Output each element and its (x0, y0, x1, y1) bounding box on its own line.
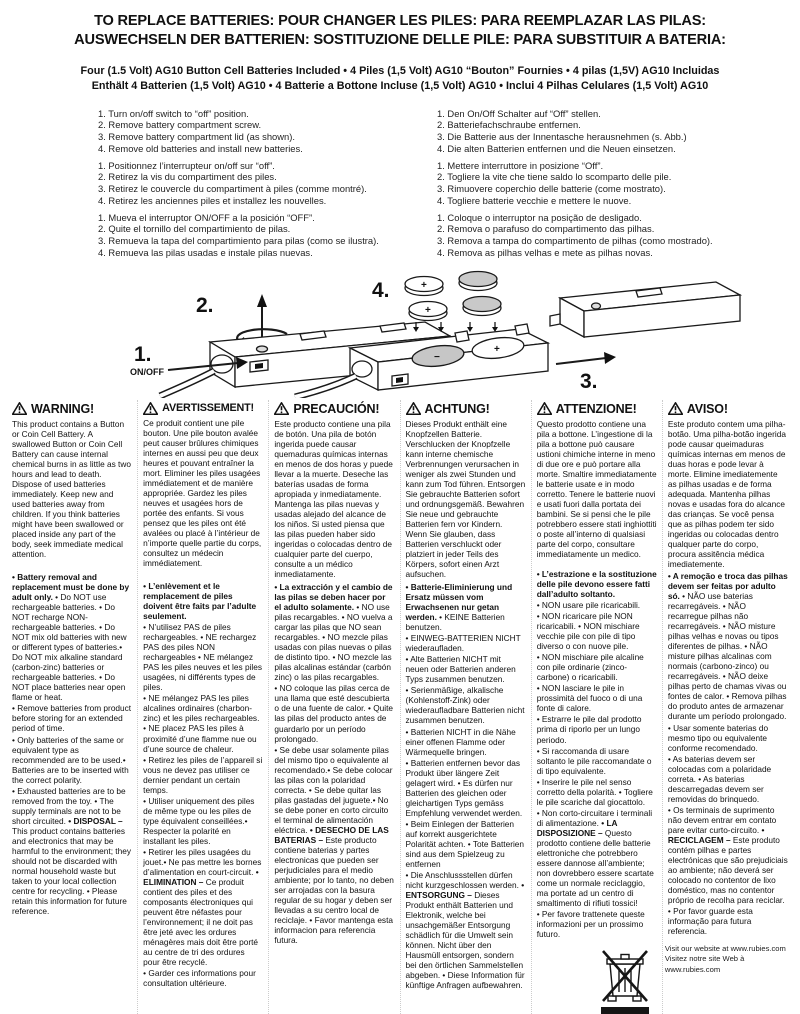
warning-paragraph: • Retirer les piles usagées du jouet.• Ne pas mettre les bornes d’alimentation en court-circuit. • ELIMINATION – Ce produit contient des piles et des composants électroniques qui peuvent être néfastes pour l’environnement; il ne doit pas être jeté avec les ordures ménagères mais doit être porté au centre de tri des ordures pour être recyclé. (143, 846, 262, 968)
warning-title: WARNING! (31, 401, 94, 416)
battery-replacement-diagram (0, 264, 800, 398)
warning-triangle-icon (668, 402, 683, 415)
well-minus-sign: − (434, 351, 440, 363)
diagram-step4-label: 4. (372, 278, 390, 302)
instruction-step: 2. Quite el tornillo del compartimiento de pilas. (98, 223, 291, 235)
warning-column-french (138, 400, 269, 1014)
warning-paragraph: • Os terminais de suprimento não devem entrar em contato pare evitar curto-circuito. • RECICLAGEM – Este produto contém pilhas e partes electrónicas que são prejudiciais ao ambiente; não deverá ser colocado no contentor de lixo doméstico, mas no contentor próprio de recolha para reciclar. (667, 804, 788, 906)
instruction-step: 2. Togliere la vite che tiene saldo lo scomparto delle pile. (437, 171, 672, 183)
warning-paragraph: • Die Anschlussstellen dürfen nicht kurzgeschlossen werden. • ENTSORGUNG – Dieses Produkt enthält Batterien und Elektronik, welche bei unsachgemäßer Entsorgung schädlich für die Umwelt sein können. Nicht über den Hausmüll entsorgen, sondern bei den örtlichen Sammelstellen abgeben. • Diese Information für künftige Anfragen aufbewahren. (405, 869, 525, 991)
warning-paragraph: • Exhausted batteries are to be removed from the toy. • The supply terminals are not to be short circuited. • DISPOSAL – This product contains batteries and electronics that may be harmful to the environment; they should not be discarded with normal household waste but taken to your local collection centre for recycling. • Please retain this information for future reference. (12, 785, 131, 917)
warning-triangle-icon (274, 402, 289, 415)
diagram-onoff-label: ON/OFF (130, 366, 164, 377)
instruction-step: 4. Togliere batterie vecchie e mettere le nuove. (437, 194, 632, 206)
up-arrow-icon (257, 294, 267, 307)
warning-paragraph: • Usar somente baterias do mesmo tipo ou equivalente conforme recomendado. (667, 722, 769, 753)
warning-header-portuguese (668, 402, 788, 416)
instructions-french (98, 160, 437, 207)
warning-triangle-icon (143, 402, 158, 415)
warning-header-german (406, 402, 526, 416)
instructions-left-column (98, 108, 437, 264)
instructions-portuguese (437, 212, 800, 259)
warning-paragraph: • Batterie-Eliminierung und Ersatz müssen vom Erwachsenen nur getan werden. • KEINE Batterien benutzen. (405, 582, 513, 633)
warning-paragraph: • Estrarre le pile dal prodotto prima di riporlo per un lungo periodo. (536, 714, 642, 745)
warning-triangle-icon (12, 402, 27, 415)
warning-paragraph: • Battery removal and replacement must be done by adult only. • Do NOT use rechargeable batteries. • Do NOT recharge NON-rechargeable batteries. • Do NOT mix old batteries with new or different types of batteries.• Do NOT mix alkaline standard (carbon-zinc) batteries or rechargeable batteries. • Do NOT place batteries near open flame or heat. (12, 572, 130, 703)
warning-header-french (143, 402, 263, 415)
warning-paragraph: • NON ricaricare pile NON ricaricabili. • NON mischiare vecchie pile con pile di tipo diverso o con nuove pile. (536, 611, 640, 652)
warnings-section (0, 400, 800, 1014)
instructions-spanish (98, 212, 437, 259)
warning-paragraph: Dieses Produkt enthält eine Knopfzellen Batterie. Verschlucken der Knopfzelle kann interne chemische Verbrennungen verursachen in weniger als zwei Stunden und kann zum Tod führen. Entsorgen Sie gebrauchte Batterien sofort und ordnungsgemäß. Bewahren Sie neue und gebrauchte Batterien fern vor Kindern. Wenn Sie glauben, dass Batterien verschluckt oder platziert in jeder Teils des Körpers, sofort einen Arzt aufsuchen. (405, 418, 526, 580)
warning-column-italian (532, 400, 663, 1014)
instruction-step: 3. Rimuovere coperchio delle batterie (come mostrato). (437, 183, 666, 195)
warning-paragraph: • Batterien entfernen bevor das Produkt über längere Zeit gelagert wird. • Es dürfen nur Batterien des gleichen oder gleichartigen Typs gemäss Empfehlung verwendet werden. (405, 757, 523, 818)
warning-paragraph: Este produto contem uma pilha-botão. Uma pilha-botão ingerida pode causar queimaduras químicas internas em menos de duas horas e pode levar à morte. Elimine imediatemente as pilhas usadas e de forma adequada. Mantenha pilhas novas e usadas fora do alcance das crianças. Se você pensa que as pilhas podem ter sido ingeridas ou colocadas dentro qualquer parte do corpo, procura assitência médica imediatemente. (667, 418, 786, 569)
warning-triangle-icon (406, 402, 421, 415)
instruction-step: 3. Retirez le couvercle du compartiment à piles (comme montré). (98, 183, 367, 195)
instructions-german (437, 108, 800, 155)
warning-paragraph: • L’estrazione e la sostituzione delle pile devono essere fatti dall’adulto soltanto. (536, 569, 657, 600)
instruction-lists (0, 108, 800, 264)
warning-paragraph: • Serienmäßige, alkalische (Kohlenstoff-Zink) oder wiederaufladbare Batterien nicht zusammen benutzen. (405, 685, 525, 726)
warning-header-english (12, 402, 132, 416)
slide-arrow-icon (604, 352, 616, 364)
warning-paragraph: • Por favor guarde esta informação para futura referencia. (667, 906, 753, 937)
instruction-step: 3. Die Batterie aus der Innentasche herausnehmen (s. Abb.) (437, 131, 687, 143)
subtitle-line-1: Four (1.5 Volt) AG10 Button Cell Batteries Included • 4 Piles (1,5 Volt) AG10 “Bouton” Fournies • 4 pilas (1,5V) AG10 Incluidas (80, 65, 720, 78)
weee-crossed-bin-icon (601, 949, 649, 1003)
title-line-2: AUSWECHSELN DER BATTERIEN: SOSTITUZIONE DELLE PILE: PARA SUBSTITUIR A BATERIA: (74, 31, 726, 48)
warning-body (143, 418, 263, 989)
diagram-step3-label: 3. (580, 369, 598, 393)
warning-paragraph: • Garder ces informations pour consultation ultérieure. (143, 968, 256, 989)
warning-paragraph: • L’enlèvement et le remplacement de piles doivent être faits par l’adulte seulement. (143, 581, 257, 622)
instructions-italian (437, 160, 800, 207)
warning-paragraph: Ce produit contient une pile bouton. Une pile bouton avalée peut causer brûlures chimiques internes en aussi peu que deux heures et pouvant entraîner la mort. Eliminer les piles usagées immédiatement et de manière appropriée. Gardez les piles neuves et usagées hors de portée des enfants. Si vous pensez que les piles ont été avalées ou placé à l’intérieur de n’importe quelle partie du corps, consultez un médecin immédiatement. (143, 417, 262, 568)
warning-paragraph: • Si raccomanda di usare soltanto le pile raccomandate o di tipo equivalente. (536, 745, 652, 776)
instructions-right-column (437, 108, 800, 264)
instruction-step: 1. Mueva el interruptor ON/OFF a la posición “OFF”. (98, 211, 315, 223)
instruction-step: 2. Batteriefachschraube entfernen. (437, 119, 581, 131)
warning-paragraph: • Utiliser uniquement des piles de même type ou les piles de type équivalent conseillées.• Respecter la polarité en installant les piles. (143, 795, 255, 846)
warning-paragraph: • Non corto-circuitare i terminali di alimentazione. • LA DISPOSIZIONE – Questo prodotto contiene delle batterie elettroniche che potrebbero essere dannose all’ambiente; non dovrebbero essere scartate come un normale reciclaggio, ma portate ad un centro di smaltimento di rifiuti tossici! (536, 807, 654, 908)
warning-header-italian (537, 402, 657, 416)
warning-paragraph: • Remove batteries from product before storing for an extended period of time. (12, 703, 132, 734)
instruction-step: 2. Remove battery compartment screw. (98, 119, 262, 131)
cell-plus-sign: + (425, 304, 431, 316)
warning-paragraph: • EINWEG-BATTERIEN NICHT wiederaufladen. (405, 633, 521, 654)
warning-paragraph: This product contains a Button or Coin Cell Battery. A swallowed Button or Coin Cell Battery can cause internal chemical burns in as little as two hours and lead to death. Dispose of used batteries immediately. Keep new and used batteries away from children. If you think batteries might have been swallowed or placed inside any part of the body, seek immediate medical attention. (12, 418, 131, 559)
instruction-step: 1. Positionnez l’interrupteur on/off sur “off”. (98, 159, 275, 171)
instruction-step: 3. Remove battery compartment lid (as shown). (98, 131, 295, 143)
footer-line-2: Visitez notre site Web à www.rubies.com (664, 954, 745, 974)
title-line-1: TO REPLACE BATTERIES: POUR CHANGER LES PILES: PARA REEMPLAZAR LAS PILAS: (94, 13, 706, 29)
warning-triangle-icon (537, 402, 552, 415)
diagram-step1-label: 1. (134, 342, 152, 366)
warning-paragraph: Este producto contiene una pila de botón. Una pila de botón ingerida puede causar quemaduras químicas internas en menos de dos horas y puede llevar a la muerte. Deseche las baterías usadas de forma apropiada y inmediatamente. Mantenga las pilas nuevas y usadas alejado del alcance de los niños. Si usted piensa que las pilas pueden haber sido ingeridas o colocadas dentro de cualquier parte del cuerpo, consulte a un médico inmediatamente. (274, 418, 393, 580)
warning-paragraph: • Beim Einlegen der Batterien auf korrekt ausgerichtete Polarität achten. • Tote Batterien sind aus dem Spielzeug zu entfernen (405, 818, 525, 869)
warning-paragraph: • Retirez les piles de l’appareil si vous ne devez pas utiliser ce dernier pendant un certain temps. (143, 754, 263, 795)
instruction-step: 2. Retirez la vis du compartiment des piles. (98, 171, 277, 183)
on-off-switch (255, 363, 263, 369)
warning-paragraph: • NON usare pile ricaricabili. (536, 600, 641, 611)
warning-header-spanish (274, 402, 394, 416)
warning-title: AVERTISSEMENT! (162, 402, 254, 415)
instruction-step: 3. Remova a tampa do compartimento de pilhas (como mostrado). (437, 235, 713, 247)
instruction-step: 1. Mettere interruttore in posizione “Off”. (437, 159, 604, 171)
warning-paragraph: • Only batteries of the same or equivalent type as recommended are to be used.• Batteries are to be inserted with the correct polarity. (12, 734, 129, 785)
warning-paragraph: • Per favore trattenete queste informazioni per un prossimo futuro. (536, 909, 645, 940)
warning-paragraph: Questo prodotto contiene una pila a bottone. L’ingestione di la pila a bottone può causare ustioni chimiche interne in meno di due ore e può portare alla morte. Smaltire immediatamente le batterie usate e in modo corretto. Tenere le batterie nuovi e usati fuori dalla portata dei bambini. Se si pensi che le pile potrebbero essere stati inghiottiti o poste all’interno di qualsiasi parte del corpo, consultare immediatamente un medico. (536, 418, 657, 559)
black-bar (601, 1007, 649, 1014)
warning-body (274, 419, 394, 946)
warning-paragraph: • Inserire le pile nel senso corretto della polarità. • Togliere le pile scariche dal giocattolo. (536, 776, 653, 807)
instruction-step: 1. Den On/Off Schalter auf “Off” stellen. (437, 107, 601, 119)
instruction-step: 4. Die alten Batterien entfernen und die Neuen einsetzen. (437, 142, 676, 154)
instruction-step: 4. Remova as pilhas velhas e mete as pilhas novas. (437, 246, 653, 258)
warning-paragraph: • Se debe usar solamente pilas del mismo tipo o equivalente al recomendado.• Se debe colocar las pilas con la polaridad correcta. • Se debe quitar las pilas gastadas del juguete.• No se debe poner en corto circuito el terminal de alimentación eléctrica. • DESECHO DE LAS BATERIAS – Este producto contiene baterias y partes electronicas que pueden ser perjudiciales para el medio ambiente; por lo tanto, no deben ser arrojadas con la basura regular de su hogar y deben ser llevadas a su centro local de reciclaje. • Favor mantenga esta informacion para referencia futura. (274, 744, 394, 946)
instruction-step: 3. Remueva la tapa del compartimiento para pilas (como se ilustra). (98, 235, 379, 247)
warning-paragraph: • NE mélangez PAS les piles alcalines ordinaires (charbon-zinc) et les piles rechargeables. • NE placez PAS les piles à proximité d’une flamme nue ou d’une source de chaleur. (143, 693, 260, 754)
warning-paragraph: • Alte Batterien NICHT mit neuen oder Batterien anderen Typs zusammen benutzen. (405, 654, 516, 685)
warning-paragraph: • Batterien NICHT in die Nähe einer offenen Flamme oder Wärmequelle bringen. (405, 726, 516, 757)
compartment-lid-illustration (550, 282, 740, 337)
warning-title: ATTENZIONE! (555, 401, 637, 416)
instruction-step: 1. Coloque o interruptor na posição de desligado. (437, 211, 642, 223)
page-title (0, 12, 800, 49)
website-footer (665, 944, 788, 975)
warning-title: PRECAUCIÓN! (293, 401, 380, 416)
cell-plus-sign: + (421, 279, 427, 291)
subtitle-line-2: Enthält 4 Batterien (1,5 Volt) AG10 • 4 Batterie a Bottone Incluse (1,5 Volt) AG10 • Inclui 4 Pilhas Celulares (1,5 Volt) AG10 (91, 80, 709, 93)
warning-title: ACHTUNG! (424, 401, 490, 416)
warning-paragraph: • N’utilisez PAS de piles rechargeables. • NE rechargez PAS des piles NON rechargeables • NE mélangez PAS les piles neuves et les piles usagées, ni différents types de piles. (143, 622, 263, 693)
instruction-step: 2. Remova o parafuso do compartimento das pilhas. (437, 223, 655, 235)
instruction-step: 1. Turn on/off switch to “off” position. (98, 107, 249, 119)
warning-paragraph: • NON mischiare pile alcaline con pile ordinarie (zinco-carbone) o ricaricabili. (536, 652, 644, 683)
warning-paragraph: • La extracción y el cambio de las pilas se deben hacer por el adulto solamente. • NO use pilas recargables. • NO vuelva a cargar las pilas que NO sean recargables. • NO mezcle pilas usadas con pilas nuevas o pilas de distinto tipo. • NO mezcle las pilas alcalinas estándar (carbón zinc) o las pilas recargables. (274, 582, 393, 683)
footer-line-1: Visit our website at www.rubies.com (664, 944, 786, 954)
warning-column-portuguese (663, 400, 793, 1014)
instruction-step: 4. Remove old batteries and install new batteries. (98, 142, 303, 154)
warning-body (668, 419, 788, 937)
warning-paragraph: • As baterias devem ser colocadas com a polaridade correta. • As baterias descarregadas devem ser removidas do brinquedo. (667, 753, 772, 804)
diagram-step2-label: 2. (196, 293, 214, 317)
instruction-step: 4. Retirez les anciennes piles et installez les nouvelles. (98, 194, 327, 206)
warning-paragraph: • A remoção e troca das pilhas devem ser feitas por adulto só. • NÃO use baterias recarregáveis. • NÃO recarregue pilhas não recarregáveis. • NÃO misture pilhas velhas e novas ou tipos diferentes de pilhas. • NÃO misture pilhas alcalinas com normais (carbono-zinco) ou recarregáveis. • NÃO deixe pilhas perto de chamas vivas ou fontes de calor. • Remova pilhas do produto antes de armazenar durante um período prolongado. (667, 571, 788, 722)
warning-paragraph: • NO coloque las pilas cerca de una llama que esté descubierta o de una fuente de calor. • Quite las pilas del producto antes de guardarlo por un período prolongado. (274, 683, 394, 744)
battery-spec-subtitle (0, 64, 800, 94)
warning-paragraph: • NON lasciare le pile in prossimità del fuoco o di una fonte di calore. (536, 683, 643, 714)
warning-column-german (401, 400, 532, 1014)
instructions-english (98, 108, 437, 155)
warning-body (12, 419, 132, 917)
warning-body (537, 419, 657, 940)
weee-symbol (599, 949, 651, 1014)
warning-column-spanish (269, 400, 400, 1014)
warning-body (406, 419, 526, 991)
well-plus-sign: + (494, 343, 500, 355)
instruction-step: 4. Remueva las pilas usadas e instale pilas nuevas. (98, 246, 313, 258)
warning-title: AVISO! (686, 401, 728, 416)
warning-column-english (7, 400, 138, 1014)
